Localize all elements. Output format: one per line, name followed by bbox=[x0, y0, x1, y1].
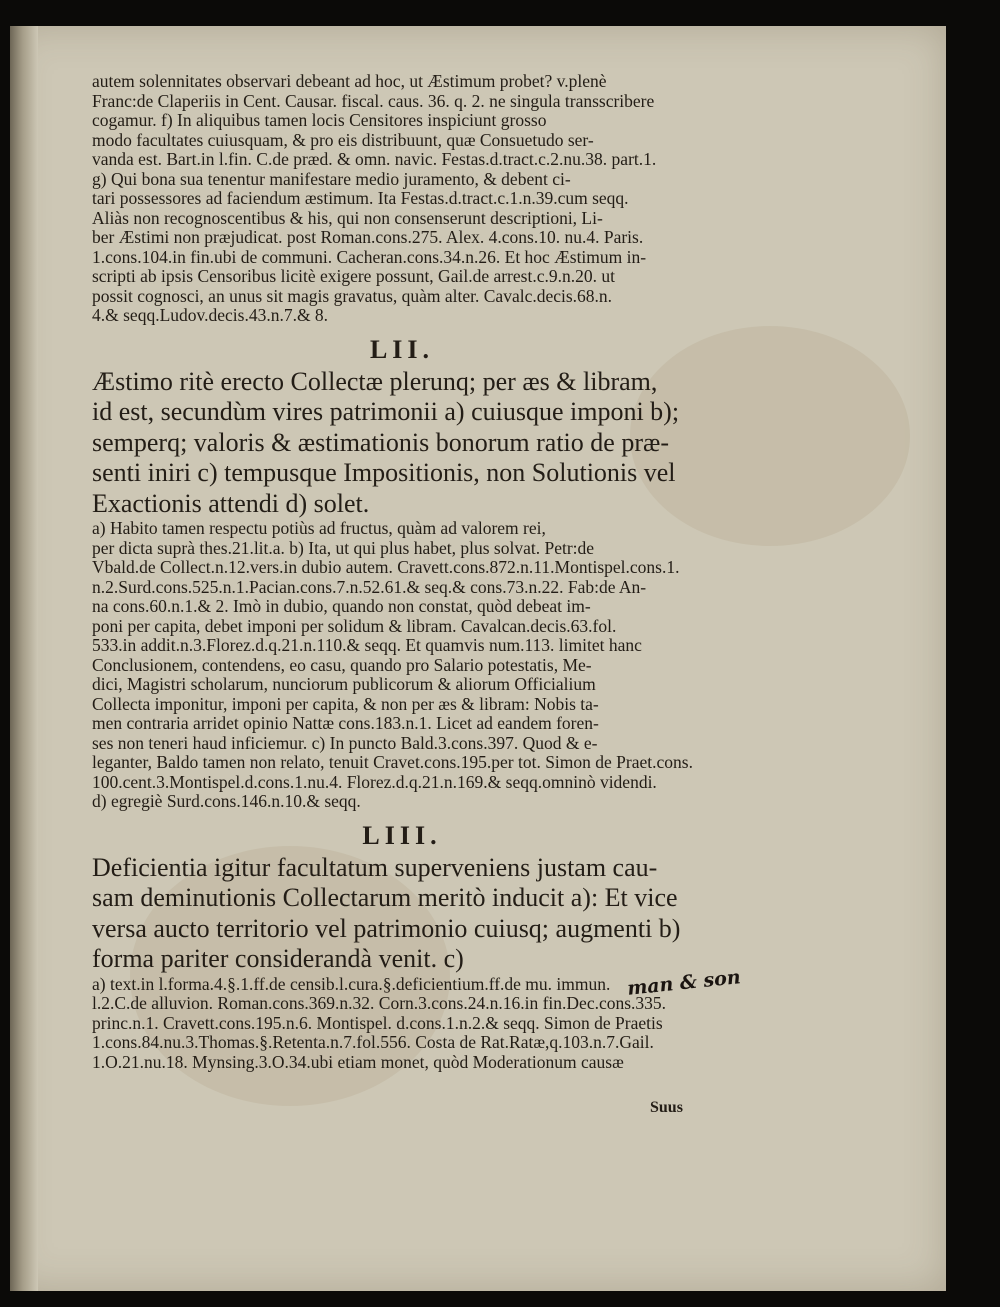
note-line: leganter, Baldo tamen non relato, tenuit Cravet.cons.195.per tot. Simon de Praet.cons. bbox=[92, 752, 693, 772]
notes-para-53 bbox=[92, 975, 712, 1073]
note-line: n.2.Surd.cons.525.n.1.Pacian.cons.7.n.52.61.& seq.& cons.73.n.22. Fab:de An- bbox=[92, 576, 647, 597]
note-line: g) Qui bona sua tenentur manifestare medio juramento, & debent ci- bbox=[92, 168, 571, 189]
note-line: a) Habito tamen respectu potiùs ad fructus, quàm ad valorem rei, bbox=[92, 518, 546, 538]
section-heading-52: LII. bbox=[369, 334, 435, 364]
note-line: cogamur. f) In aliquibus tamen locis Censitores inspiciunt grosso bbox=[92, 110, 547, 130]
note-line: poni per capita, debet imponi per solidum & libram. Cavalcan.decis.63.fol. bbox=[92, 615, 617, 636]
note-line: dici, Magistri scholarum, nunciorum publicorum & aliorum Officialium bbox=[92, 674, 596, 694]
thesis-53-text bbox=[92, 853, 712, 975]
note-line: princ.n.1. Cravett.cons.195.n.6. Montispel. d.cons.1.n.2.& seqq. Simon de Praetis bbox=[92, 1012, 663, 1033]
note-line: Vbald.de Collect.n.12.vers.in dubio autem. Cravett.cons.872.n.11.Montispel.cons.1. bbox=[92, 557, 680, 577]
note-line: Franc:de Claperiis in Cent. Causar. fiscal. caus. 36. q. 2. ne singula transscribere bbox=[92, 90, 655, 111]
thesis-line: senti iniri c) tempusque Impositionis, non Solutionis vel bbox=[92, 458, 676, 487]
note-line: Collecta imponitur, imponi per capita, & non per æs & libram: Nobis ta- bbox=[92, 693, 599, 714]
notes-para-51 bbox=[92, 72, 712, 326]
note-line: modo facultates cuiusquam, & pro eis distribuunt, quæ Consuetudo ser- bbox=[92, 129, 594, 150]
note-line: na cons.60.n.1.& 2. Imò in dubio, quando non constat, quòd debeat im- bbox=[92, 596, 591, 616]
thesis-line: forma pariter considerandà venit. c) bbox=[92, 944, 464, 973]
note-line: men contraria arridet opinio Nattæ cons.183.n.1. Licet ad eandem foren- bbox=[92, 713, 599, 733]
note-line: possit cognosci, an unus sit magis gravatus, quàm alter. Cavalc.decis.68.n. bbox=[92, 285, 613, 306]
note-line: 1.O.21.nu.18. Mynsing.3.O.34.ubi etiam monet, quòd Moderationum causæ bbox=[92, 1051, 624, 1072]
note-line: ses non teneri haud inficiemur. c) In puncto Bald.3.cons.397. Quod & e- bbox=[92, 732, 598, 753]
note-line: 100.cent.3.Montispel.d.cons.1.nu.4. Florez.d.q.21.n.169.& seqq.omninò videndi. bbox=[92, 771, 657, 792]
note-line: autem solennitates observari debeant ad hoc, ut Æstimum probet? v.plenè bbox=[92, 71, 607, 91]
note-line: 4.& seqq.Ludov.decis.43.n.7.& 8. bbox=[92, 305, 329, 325]
note-line: scripti ab ipsis Censoribus licitè exigere possunt, Gail.de arrest.c.9.n.20. ut bbox=[92, 266, 615, 286]
thesis-line: semperq; valoris & æstimationis bonorum ratio de præ- bbox=[92, 427, 669, 457]
note-line: Conclusionem, contendens, eo casu, quando pro Salario potestatis, Me- bbox=[92, 654, 592, 675]
note-line: tari possessores ad faciendum æstimum. Ita Festas.d.tract.c.1.n.39.cum seqq. bbox=[92, 188, 629, 208]
thesis-line: id est, secundùm vires patrimonii a) cuiusque imponi b); bbox=[92, 397, 680, 426]
handwritten-annotation: man & son bbox=[626, 966, 742, 1000]
catchword: Suus bbox=[650, 1099, 683, 1116]
note-line: l.2.C.de alluvion. Roman.cons.369.n.32. Corn.3.cons.24.n.16.in fin.Dec.cons.335. bbox=[92, 993, 667, 1013]
note-line: Aliàs non recognoscentibus & his, qui non consenserunt descriptioni, Li- bbox=[92, 207, 603, 228]
thesis-line: Æstimo ritè erecto Collectæ plerunq; per æs & libram, bbox=[92, 366, 658, 396]
thesis-line: sam deminutionis Collectarum meritò inducit a): Et vice bbox=[92, 883, 678, 912]
note-line: vanda est. Bart.in l.fin. C.de præd. & omn. navic. Festas.d.tract.c.2.nu.38. part.1. bbox=[92, 149, 657, 169]
text-block bbox=[92, 72, 712, 1072]
notes-para-52 bbox=[92, 519, 712, 812]
note-line: a) text.in l.forma.4.§.1.ff.de censib.l.cura.§.deficientium.ff.de mu. immun. bbox=[92, 973, 611, 994]
thesis-52-text bbox=[92, 367, 712, 520]
note-line: per dicta suprà thes.21.lit.a. b) Ita, ut qui plus habet, plus solvat. Petr:de bbox=[92, 537, 595, 558]
section-heading-53: LIII. bbox=[362, 820, 442, 850]
book-page bbox=[10, 26, 946, 1291]
thesis-line: Exactionis attendi d) solet. bbox=[92, 488, 370, 518]
note-line: ber Æstimi non præjudicat. post Roman.cons.275. Alex. 4.cons.10. nu.4. Paris. bbox=[92, 227, 644, 247]
note-line: 1.cons.84.nu.3.Thomas.§.Retenta.n.7.fol.556. Costa de Rat.Ratæ,q.103.n.7.Gail. bbox=[92, 1032, 654, 1052]
note-line: 533.in addit.n.3.Florez.d.q.21.n.110.& seqq. Et quamvis num.113. limitet hanc bbox=[92, 635, 642, 655]
thesis-line: Deficientia igitur facultatum superveniens justam cau- bbox=[92, 852, 658, 882]
page-gutter-shadow bbox=[10, 26, 38, 1291]
thesis-line: versa aucto territorio vel patrimonio cuiusq; augmenti b) bbox=[92, 913, 681, 943]
note-line: d) egregiè Surd.cons.146.n.10.& seqq. bbox=[92, 791, 361, 811]
note-line: 1.cons.104.in fin.ubi de communi. Cacheran.cons.34.n.26. Et hoc Æstimum in- bbox=[92, 246, 647, 267]
